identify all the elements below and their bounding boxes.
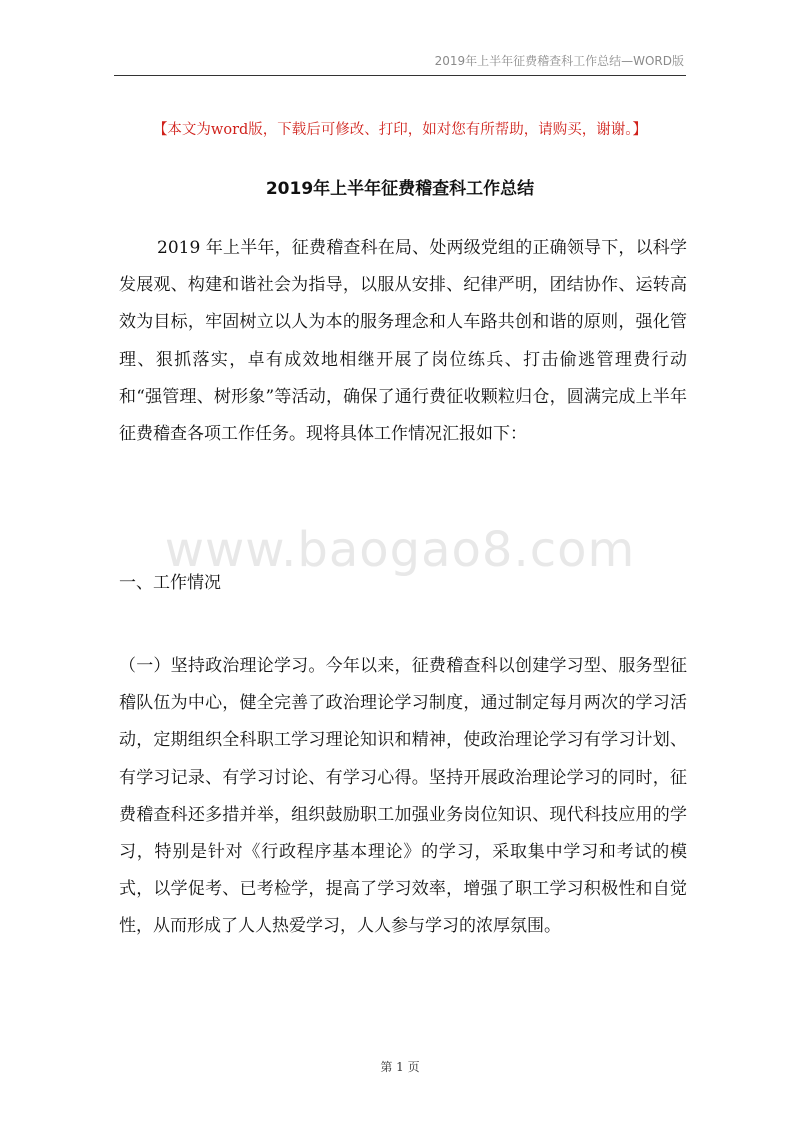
- download-notice: 【本文为word版，下载后可修改、打印，如对您有所帮助，请购买，谢谢。】: [152, 122, 648, 138]
- watermark: www.baogao8.com: [164, 522, 636, 578]
- running-header: 2019年上半年征费稽查科工作总结—WORD版: [434, 54, 684, 68]
- document-title: 2019年上半年征费稽查科工作总结: [265, 179, 535, 199]
- header-divider: [114, 75, 686, 76]
- section-heading: 一、工作情况: [119, 573, 221, 593]
- subsection-paragraph: （一）坚持政治理论学习。今年以来，征费稽查科以创建学习型、服务型征稽队伍为中心，健全完善了政治理论学习制度，通过制定每月两次的学习活动，定期组织全科职工学习理论知识和精神，使政治理论学习有学习计划、有学习记录、有学习讨论、有学习心得。坚持开展政治理论学习的同时，征费稽查科还多措并举，组织鼓励职工加强业务岗位知识、现代科技应用的学习，特别是针对《行政程序基本理论》的学习，采取集中学习和考试的模式，以学促考、已考检学，提高了学习效率，增强了职工学习积极性和自觉性，从而形成了人人热爱学习，人人参与学习的浓厚氛围。: [119, 656, 687, 937]
- intro-paragraph: 2019 年上半年，征费稽查科在局、处两级党组的正确领导下，以科学发展观、构建和谐社会为指导，以服从安排、纪律严明，团结协作、运转高效为目标，牢固树立以人为本的服务理念和人车路共创和谐的原则，强化管理、狠抓落实，卓有成效地相继开展了岗位练兵、打击偷逃管理费行动和“强管理、树形象”等活动，确保了通行费征收颗粒归仓，圆满完成上半年征费稽查各项工作任务。现将具体工作情况汇报如下：: [119, 238, 687, 445]
- page-number: 第 1 页: [380, 1060, 420, 1074]
